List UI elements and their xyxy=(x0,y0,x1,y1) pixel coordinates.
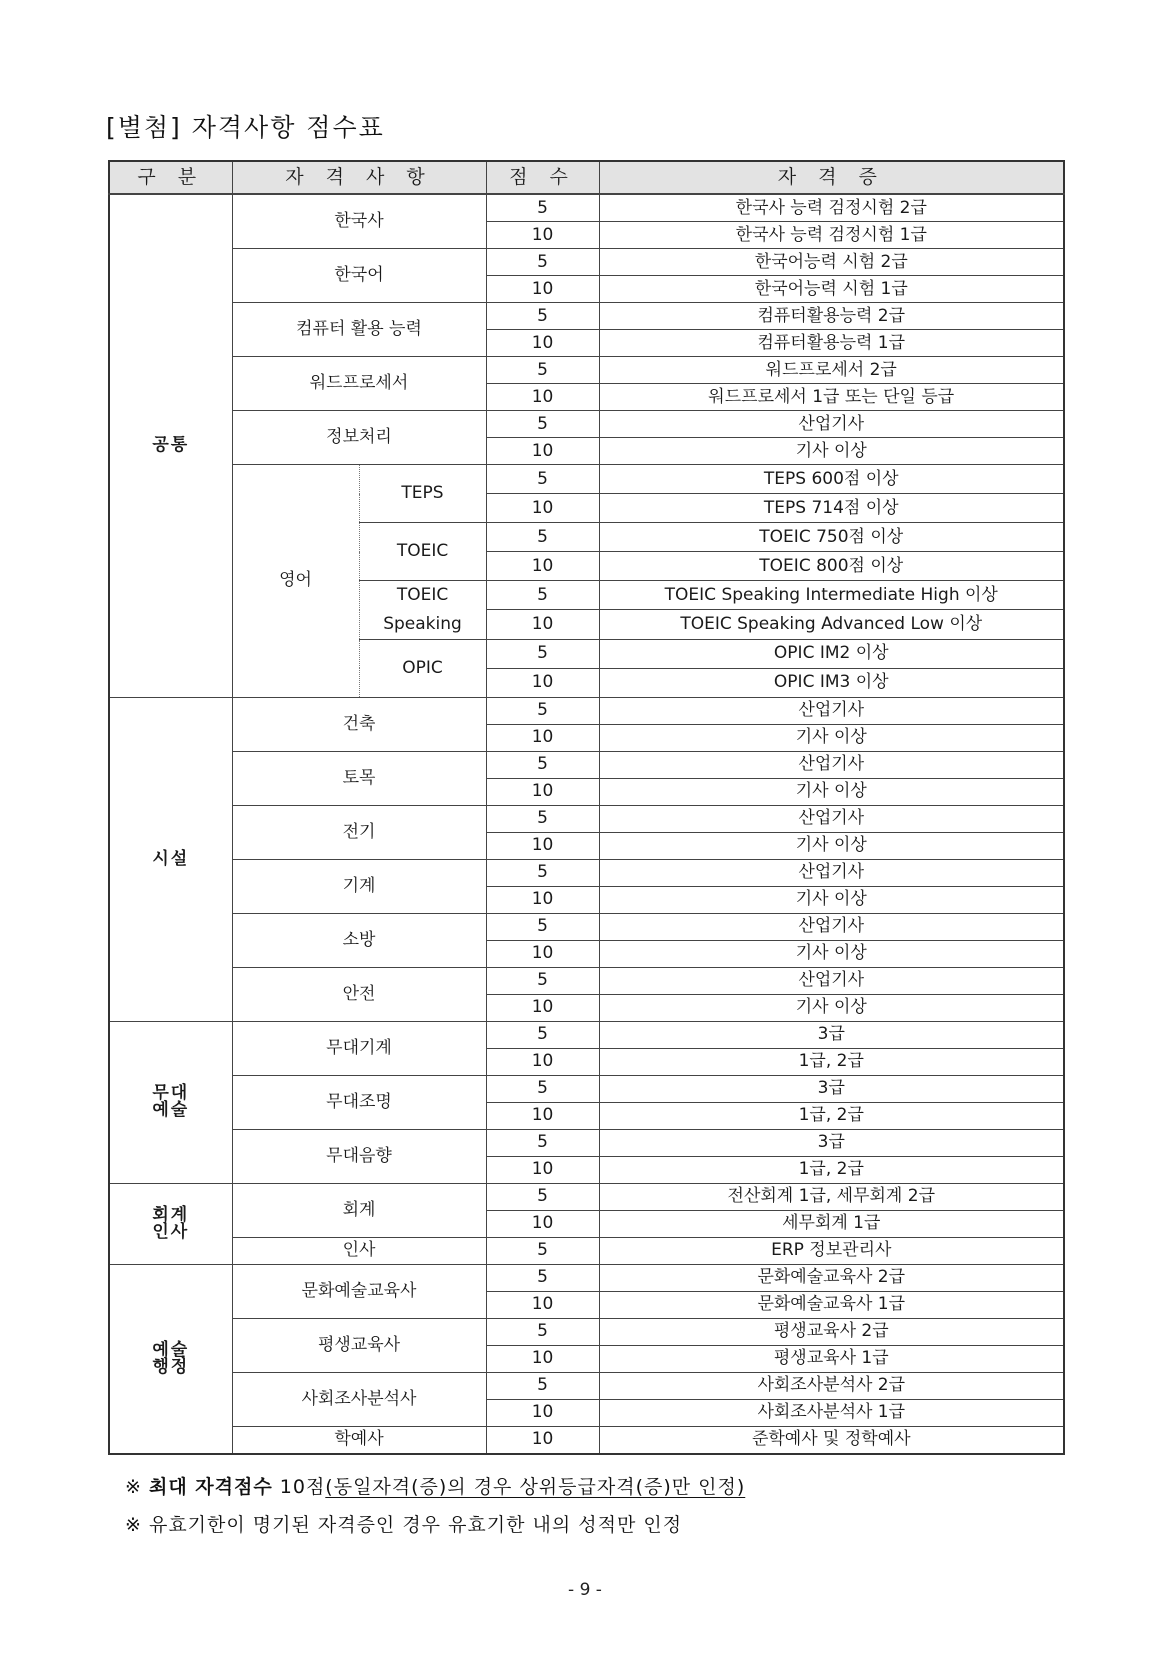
table-row xyxy=(109,1237,1064,1264)
certificate-cell: TOEIC Speaking Advanced Low 이상 xyxy=(599,610,1064,639)
certificate-cell: 기사 이상 xyxy=(599,832,1064,859)
score-cell: 5 xyxy=(486,1237,599,1264)
qualification-name: 건축 xyxy=(232,697,486,751)
english-test-name-line1: TOEIC xyxy=(359,581,486,610)
certificate-cell: 1급, 2급 xyxy=(599,1102,1064,1129)
table-row xyxy=(109,913,1064,940)
english-test-name: TEPS xyxy=(359,465,486,523)
score-cell: 10 xyxy=(486,668,599,697)
score-cell: 10 xyxy=(486,438,599,465)
score-cell: 10 xyxy=(486,384,599,411)
category-common: 공통 xyxy=(109,194,232,697)
score-cell: 10 xyxy=(486,552,599,581)
score-cell: 10 xyxy=(486,1156,599,1183)
category-art-admin-line2: 행정 xyxy=(152,1356,190,1377)
certificate-cell: 기사 이상 xyxy=(599,724,1064,751)
table-header-row xyxy=(109,161,1064,194)
qualification-name: 무대조명 xyxy=(232,1075,486,1129)
qualification-name: 한국사 xyxy=(232,194,486,249)
certificate-cell: OPIC IM3 이상 xyxy=(599,668,1064,697)
score-cell: 5 xyxy=(486,357,599,384)
table-row xyxy=(109,1264,1064,1291)
certificate-cell: 3급 xyxy=(599,1021,1064,1048)
table-row xyxy=(109,697,1064,724)
score-cell: 10 xyxy=(486,1345,599,1372)
certificate-cell: 컴퓨터활용능력 2급 xyxy=(599,303,1064,330)
score-cell: 5 xyxy=(486,1264,599,1291)
score-cell: 5 xyxy=(486,913,599,940)
english-test-name: TOEIC xyxy=(359,523,486,581)
document-title: [별첨] 자격사항 점수표 xyxy=(106,113,385,142)
score-cell: 5 xyxy=(486,411,599,438)
score-cell: 5 xyxy=(486,805,599,832)
certificate-cell: 3급 xyxy=(599,1075,1064,1102)
table-row xyxy=(109,194,1064,222)
qualification-name: 전기 xyxy=(232,805,486,859)
table-row xyxy=(109,1372,1064,1399)
qualification-name-english: 영어 xyxy=(232,465,359,698)
certificate-cell: 세무회계 1급 xyxy=(599,1210,1064,1237)
table-row xyxy=(109,303,1064,330)
english-test-name-line2: Speaking xyxy=(359,610,486,639)
score-cell: 5 xyxy=(486,249,599,276)
category-facility: 시설 xyxy=(109,697,232,1021)
certificate-cell: 한국어능력 시험 1급 xyxy=(599,276,1064,303)
score-cell: 10 xyxy=(486,994,599,1021)
table-row xyxy=(109,859,1064,886)
certificate-cell: 한국사 능력 검정시험 1급 xyxy=(599,222,1064,249)
score-cell: 5 xyxy=(486,523,599,552)
qualification-name: 평생교육사 xyxy=(232,1318,486,1372)
score-cell: 5 xyxy=(486,1075,599,1102)
score-cell: 5 xyxy=(486,1372,599,1399)
certificate-cell: 전산회계 1급, 세무회계 2급 xyxy=(599,1183,1064,1210)
table-row xyxy=(109,357,1064,384)
note-max-score-label: 최대 자격점수 xyxy=(148,1476,273,1498)
score-cell: 10 xyxy=(486,940,599,967)
note-max-score-value: 10점 xyxy=(279,1476,326,1498)
score-cell: 10 xyxy=(486,1399,599,1426)
score-cell: 5 xyxy=(486,303,599,330)
certificate-cell: 기사 이상 xyxy=(599,778,1064,805)
qualification-name: 한국어 xyxy=(232,249,486,303)
table-row xyxy=(109,465,1064,494)
certificate-cell: 워드프로세서 2급 xyxy=(599,357,1064,384)
certificate-cell: 컴퓨터활용능력 1급 xyxy=(599,330,1064,357)
category-stage-art-line1: 무대 xyxy=(152,1083,190,1104)
category-art-admin-line1: 예술 xyxy=(152,1339,190,1360)
score-cell: 5 xyxy=(486,465,599,494)
header-category: 구 분 xyxy=(109,161,232,194)
certificate-cell: 산업기사 xyxy=(599,751,1064,778)
qualification-name: 무대기계 xyxy=(232,1021,486,1075)
score-cell: 5 xyxy=(486,697,599,724)
score-cell: 5 xyxy=(486,1129,599,1156)
qualification-name: 컴퓨터 활용 능력 xyxy=(232,303,486,357)
header-qualification: 자 격 사 항 xyxy=(232,161,486,194)
certificate-cell: 산업기사 xyxy=(599,913,1064,940)
certificate-cell: 문화예술교육사 1급 xyxy=(599,1291,1064,1318)
qualification-name: 안전 xyxy=(232,967,486,1021)
certificate-cell: 산업기사 xyxy=(599,805,1064,832)
certificate-cell: 기사 이상 xyxy=(599,940,1064,967)
certificate-cell: 사회조사분석사 1급 xyxy=(599,1399,1064,1426)
table-row xyxy=(109,411,1064,438)
qualification-name: 정보처리 xyxy=(232,411,486,465)
category-stage-art xyxy=(109,1021,232,1183)
qualification-name: 학예사 xyxy=(232,1426,486,1454)
score-cell: 10 xyxy=(486,832,599,859)
certificate-cell: 준학예사 및 정학예사 xyxy=(599,1426,1064,1454)
certificate-cell: 사회조사분석사 2급 xyxy=(599,1372,1064,1399)
table-row xyxy=(109,967,1064,994)
certificate-cell: 1급, 2급 xyxy=(599,1156,1064,1183)
qualification-name: 사회조사분석사 xyxy=(232,1372,486,1426)
qualification-name: 소방 xyxy=(232,913,486,967)
score-cell: 10 xyxy=(486,610,599,639)
note-validity: ※ 유효기한이 명기된 자격증인 경우 유효기한 내의 성적만 인정 xyxy=(125,1514,683,1536)
table-row xyxy=(109,1318,1064,1345)
score-cell: 10 xyxy=(486,222,599,249)
score-cell: 5 xyxy=(486,581,599,610)
score-cell: 10 xyxy=(486,1291,599,1318)
certificate-cell: 한국사 능력 검정시험 2급 xyxy=(599,194,1064,222)
certificate-cell: TOEIC Speaking Intermediate High 이상 xyxy=(599,581,1064,610)
score-cell: 5 xyxy=(486,859,599,886)
table-row xyxy=(109,1129,1064,1156)
certificate-cell: TOEIC 800점 이상 xyxy=(599,552,1064,581)
header-certificate: 자 격 증 xyxy=(599,161,1064,194)
certificate-cell: 기사 이상 xyxy=(599,886,1064,913)
certificate-cell: TOEIC 750점 이상 xyxy=(599,523,1064,552)
certificate-cell: 워드프로세서 1급 또는 단일 등급 xyxy=(599,384,1064,411)
score-cell: 5 xyxy=(486,1318,599,1345)
score-cell: 5 xyxy=(486,751,599,778)
certificate-cell: 평생교육사 1급 xyxy=(599,1345,1064,1372)
score-cell: 5 xyxy=(486,639,599,668)
table-row xyxy=(109,751,1064,778)
score-cell: 10 xyxy=(486,1048,599,1075)
certificate-cell: 평생교육사 2급 xyxy=(599,1318,1064,1345)
note-max-score-condition: (동일자격(증)의 경우 상위등급자격(증)만 인정) xyxy=(325,1476,746,1498)
certificate-cell: 3급 xyxy=(599,1129,1064,1156)
note-reference-mark: ※ xyxy=(125,1476,142,1498)
table-row xyxy=(109,1021,1064,1048)
score-cell: 10 xyxy=(486,276,599,303)
score-cell: 10 xyxy=(486,886,599,913)
qualification-name: 워드프로세서 xyxy=(232,357,486,411)
certificate-cell: 산업기사 xyxy=(599,967,1064,994)
certificate-cell: 문화예술교육사 2급 xyxy=(599,1264,1064,1291)
score-cell: 10 xyxy=(486,724,599,751)
qualification-score-table xyxy=(108,160,1065,1455)
certificate-cell: 산업기사 xyxy=(599,411,1064,438)
table-row xyxy=(109,1426,1064,1454)
score-cell: 10 xyxy=(486,1426,599,1454)
score-cell: 5 xyxy=(486,1183,599,1210)
qualification-name: 기계 xyxy=(232,859,486,913)
certificate-cell: TEPS 600점 이상 xyxy=(599,465,1064,494)
certificate-cell: 1급, 2급 xyxy=(599,1048,1064,1075)
category-stage-art-line2: 예술 xyxy=(152,1100,190,1121)
certificate-cell: 기사 이상 xyxy=(599,994,1064,1021)
certificate-cell: 기사 이상 xyxy=(599,438,1064,465)
category-accounting-hr-line2: 인사 xyxy=(152,1221,190,1242)
qualification-name: 회계 xyxy=(232,1183,486,1237)
certificate-cell: ERP 정보관리사 xyxy=(599,1237,1064,1264)
qualification-name: 토목 xyxy=(232,751,486,805)
category-art-admin xyxy=(109,1264,232,1454)
score-cell: 5 xyxy=(486,967,599,994)
category-accounting-hr xyxy=(109,1183,232,1264)
certificate-cell: OPIC IM2 이상 xyxy=(599,639,1064,668)
certificate-cell: 산업기사 xyxy=(599,859,1064,886)
qualification-name: 문화예술교육사 xyxy=(232,1264,486,1318)
certificate-cell: TEPS 714점 이상 xyxy=(599,494,1064,523)
score-cell: 10 xyxy=(486,330,599,357)
note-max-score xyxy=(125,1472,745,1499)
certificate-cell: 한국어능력 시험 2급 xyxy=(599,249,1064,276)
header-score: 점 수 xyxy=(486,161,599,194)
score-cell: 5 xyxy=(486,194,599,222)
score-cell: 10 xyxy=(486,1210,599,1237)
table-row xyxy=(109,805,1064,832)
qualification-name: 무대음향 xyxy=(232,1129,486,1183)
score-cell: 10 xyxy=(486,494,599,523)
certificate-cell: 산업기사 xyxy=(599,697,1064,724)
table-row xyxy=(109,1183,1064,1210)
category-accounting-hr-line1: 회계 xyxy=(152,1204,190,1225)
english-test-name: OPIC xyxy=(359,639,486,697)
score-cell: 10 xyxy=(486,778,599,805)
page-number: - 9 - xyxy=(568,1580,602,1600)
score-cell: 10 xyxy=(486,1102,599,1129)
qualification-name: 인사 xyxy=(232,1237,486,1264)
table-row xyxy=(109,249,1064,276)
score-cell: 5 xyxy=(486,1021,599,1048)
table-row xyxy=(109,1075,1064,1102)
